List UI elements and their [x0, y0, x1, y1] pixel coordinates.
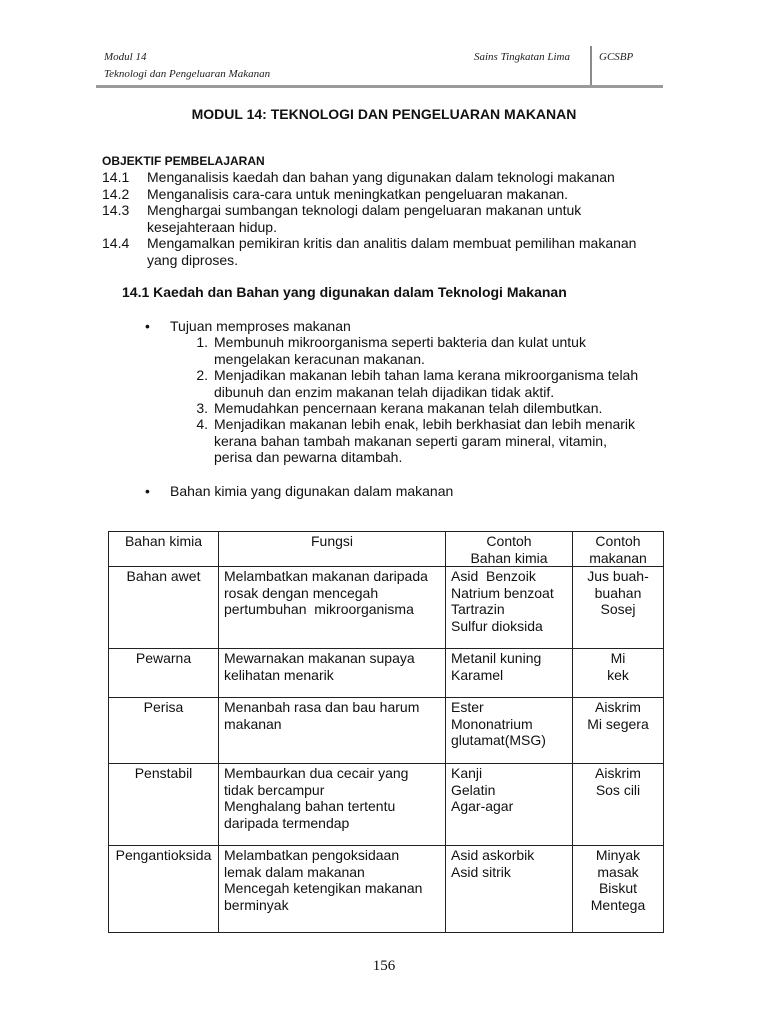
table-row — [109, 764, 664, 846]
cell-line: Kanji — [451, 765, 483, 781]
list-item-text: Menjadikan makanan lebih enak, lebih berkhasiat dan lebih menarik kerana bahan tambah makanan seperti garam mineral, vitamin, perisa dan pewarna ditambah. — [214, 416, 636, 465]
cell-chemical: Penstabil — [109, 764, 219, 846]
objective-number: 14.3 — [102, 202, 130, 218]
list-item-number: 3. — [196, 400, 208, 416]
table-row — [109, 567, 664, 649]
cell-example-chemical — [446, 698, 573, 764]
cell-line: buahan — [594, 584, 642, 601]
cell-line: Metanil kuning — [451, 650, 542, 666]
cell-example-chemical — [446, 846, 573, 933]
cell-example-food — [573, 649, 664, 698]
cell-line: Sos cili — [595, 781, 641, 798]
cell-function — [219, 567, 446, 649]
header-text: Fungsi — [310, 533, 354, 549]
bullet-purpose: Tujuan memproses makanan — [170, 318, 351, 334]
objective-text: Menganalisis kaedah dan bahan yang digunakan dalam teknologi makanan — [147, 169, 615, 185]
cell-line: Agar-agar — [451, 798, 514, 814]
header-rule — [96, 85, 663, 88]
table-row — [109, 846, 664, 933]
section-title: 14.1 Kaedah dan Bahan yang digunakan dalam Teknologi Makanan — [122, 284, 567, 300]
cell-line: kek — [607, 666, 629, 683]
cell-chemical: Pengantioksida — [109, 846, 219, 933]
list-item-text: Membunuh mikroorganisma seperti bakteria dan kulat untuk mengelakan keracunan makanan. — [214, 334, 586, 367]
objective-text: Mengamalkan pemikiran kritis dan analitis dalam membuat pemilihan makanan yang diproses. — [147, 235, 637, 268]
bullet-icon: • — [145, 318, 150, 334]
page-title: MODUL 14: TEKNOLOGI DAN PENGELUARAN MAKANAN — [191, 106, 577, 122]
cell-function — [219, 649, 446, 698]
table-row — [109, 649, 664, 698]
table-row — [109, 698, 664, 764]
objective-text: Menghargai sumbangan teknologi dalam pengeluaran makanan untuk kesejahteraan hidup. — [147, 202, 582, 235]
cell-example-food — [573, 698, 664, 764]
bullet-chemicals: Bahan kimia yang digunakan dalam makanan — [170, 483, 454, 499]
header-text: Contoh — [595, 533, 641, 549]
cell-line: Sosej — [600, 601, 636, 617]
header-cell — [573, 532, 664, 567]
objective-number: 14.1 — [102, 169, 130, 185]
cell-line: Mentega — [590, 896, 646, 913]
cell-line: Mi segera — [587, 715, 649, 732]
cell-line: tidak bercampur — [224, 781, 325, 798]
cell-line: pertumbuhan mikroorganisma — [224, 601, 414, 617]
cell-line: Asid askorbik — [451, 847, 535, 863]
table-header-row — [109, 532, 664, 567]
cell-line: Karamel — [451, 666, 504, 683]
cell-line: makanan — [224, 715, 282, 732]
cell-line: Aiskrim — [595, 765, 641, 781]
header-code: GCSBP — [599, 51, 634, 63]
cell-chemical: Perisa — [109, 698, 219, 764]
cell-line: Mi — [610, 650, 626, 666]
cell-example-chemical — [446, 764, 573, 846]
cell-line: Asid sitrik — [451, 863, 511, 880]
cell-line: Asid Benzoik — [451, 568, 536, 584]
header-cell — [109, 532, 219, 567]
cell-line: Menanbah rasa dan bau harum — [224, 699, 420, 715]
list-item-number: 2. — [196, 367, 208, 383]
header-module-title: Teknologi dan Pengeluaran Makanan — [104, 68, 271, 80]
cell-line: Biskut — [598, 880, 638, 896]
cell-example-food — [573, 846, 664, 933]
header-text: makanan — [589, 549, 647, 566]
cell-line: daripada termendap — [224, 814, 350, 831]
header-subject: Sains Tingkatan Lima — [474, 51, 570, 63]
header-text: Contoh — [486, 533, 532, 549]
cell-line: Minyak — [595, 847, 641, 863]
objective-text: Menganalisis cara-cara untuk meningkatkan pengeluaran makanan. — [147, 186, 569, 202]
cell-line: Mencegah ketengikan makanan — [224, 880, 423, 896]
header-module: Modul 14 — [104, 51, 147, 63]
cell-line: berminyak — [224, 896, 289, 913]
cell-chemical: Pewarna — [109, 649, 219, 698]
list-item-text: Memudahkan pencernaan kerana makanan telah dilembutkan. — [214, 400, 603, 416]
objectives-heading: OBJEKTIF PEMBELAJARAN — [102, 154, 265, 168]
cell-line: Mewarnakan makanan supaya — [224, 650, 415, 666]
cell-line: Ester — [451, 699, 484, 715]
cell-line: Mononatrium — [451, 715, 533, 732]
cell-line: Natrium benzoat — [451, 584, 554, 601]
page-number: 156 — [372, 958, 396, 974]
cell-example-food — [573, 567, 664, 649]
cell-line: Sulfur dioksida — [451, 617, 543, 634]
cell-line: rosak dengan mencegah — [224, 584, 379, 601]
cell-line: Jus buah- — [587, 568, 649, 584]
list-item-number: 1. — [196, 334, 208, 350]
cell-line: Menghalang bahan tertentu — [224, 798, 396, 814]
cell-line: lemak dalam makanan — [224, 863, 365, 880]
cell-example-food — [573, 764, 664, 846]
cell-example-chemical — [446, 649, 573, 698]
header-divider-vertical — [590, 46, 592, 86]
bullet-icon: • — [145, 483, 150, 499]
cell-line: masak — [597, 863, 639, 880]
cell-line: Melambatkan makanan daripada — [224, 568, 428, 584]
chemicals-table — [108, 531, 664, 933]
objective-number: 14.4 — [102, 235, 130, 251]
cell-line: Membaurkan dua cecair yang — [224, 765, 409, 781]
cell-function — [219, 764, 446, 846]
cell-example-chemical — [446, 567, 573, 649]
cell-line: Aiskrim — [595, 699, 641, 715]
cell-function — [219, 846, 446, 933]
cell-chemical: Bahan awet — [109, 567, 219, 649]
header-text: Bahan kimia — [470, 549, 548, 566]
list-item-number: 4. — [196, 416, 208, 432]
list-item-text: Menjadikan makanan lebih tahan lama kerana mikroorganisma telah dibunuh dan enzim makanan telah dijadikan tidak aktif. — [214, 367, 639, 400]
cell-line: glutamat(MSG) — [451, 732, 546, 748]
cell-line: Tartrazin — [451, 601, 505, 617]
header-cell — [219, 532, 446, 567]
cell-function — [219, 698, 446, 764]
header-cell — [446, 532, 573, 567]
cell-line: Gelatin — [451, 781, 496, 798]
cell-line: Melambatkan pengoksidaan — [224, 847, 400, 863]
header-text: Bahan kimia — [124, 533, 203, 549]
cell-line: kelihatan menarik — [224, 666, 334, 683]
objective-number: 14.2 — [102, 186, 130, 202]
